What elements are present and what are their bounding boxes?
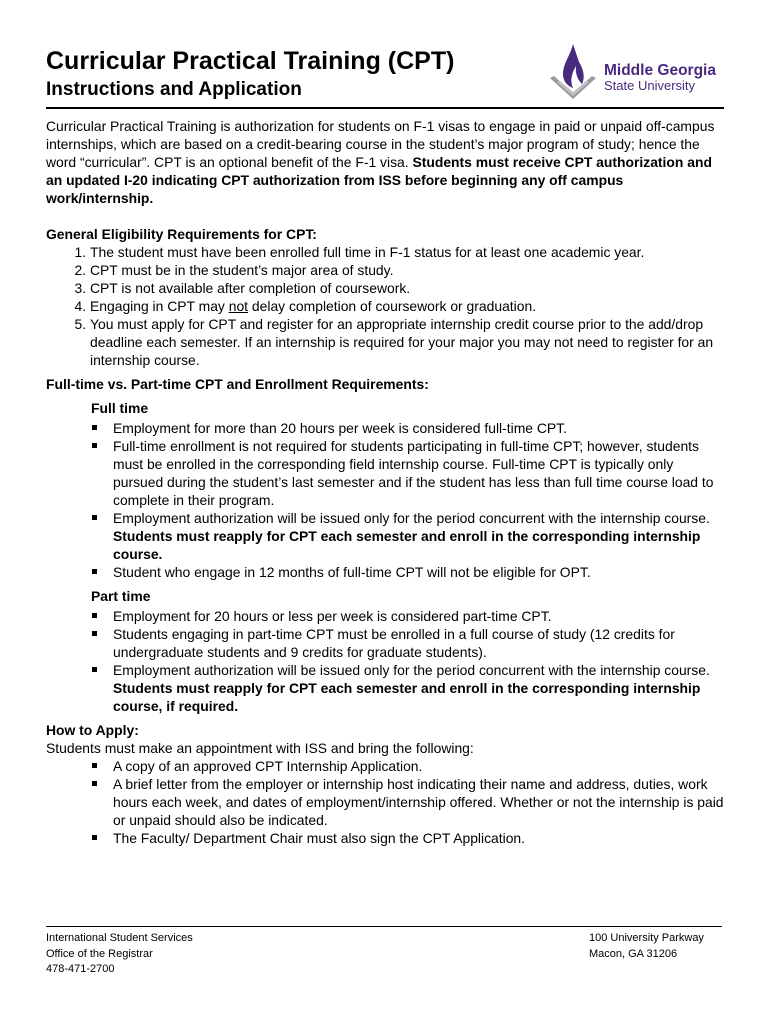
item-text: Students engaging in part-time CPT must be enrolled in a full course of study (12 credits for undergraduate students and 9 credits for graduate students). xyxy=(113,626,675,660)
eligibility-heading: General Eligibility Requirements for CPT: xyxy=(46,226,317,242)
footer-street: 100 University Parkway xyxy=(589,932,704,944)
list-item xyxy=(113,563,726,581)
item-text: Engaging in CPT may xyxy=(90,298,229,314)
eligibility-list xyxy=(46,243,726,369)
apply-heading: How to Apply: xyxy=(46,722,139,738)
list-item xyxy=(113,661,726,715)
item-underlined-text: not xyxy=(228,298,249,314)
university-logo-mark xyxy=(548,42,598,100)
bullet-icon xyxy=(92,515,97,520)
document-body xyxy=(46,117,726,847)
bullet-icon xyxy=(92,443,97,448)
footer-divider xyxy=(46,926,722,927)
list-item xyxy=(113,437,726,509)
bullet-icon xyxy=(92,631,97,636)
item-text: A brief letter from the employer or internship host indicating their name and address, duties, work hours each week, and dates of employment/internship offered. Whether or not the internship is paid or unpaid should also be indicated. xyxy=(113,776,724,828)
fulltime-heading: Full time xyxy=(91,400,149,416)
bullet-icon xyxy=(92,613,97,618)
list-item: 5. You must apply for CPT and register for an appropriate internship credit course prior to the add/drop deadline each semester. If an internship is required for your major you may not need to register for an internship course. xyxy=(90,315,726,369)
list-item xyxy=(113,775,726,829)
bullet-icon xyxy=(92,425,97,430)
parttime-heading: Part time xyxy=(91,588,151,604)
list-item xyxy=(113,607,726,625)
bullet-icon xyxy=(92,835,97,840)
list-item: 2. CPT must be in the student’s major area of study. xyxy=(90,261,726,279)
bullet-icon xyxy=(92,667,97,672)
parttime-list xyxy=(46,607,726,715)
list-item xyxy=(113,509,726,563)
list-item xyxy=(113,829,726,847)
item-text: A copy of an approved CPT Internship Application. xyxy=(113,758,423,774)
item-text: Employment authorization will be issued only for the period concurrent with the internship course. xyxy=(113,510,710,526)
footer-phone: 478-471-2700 xyxy=(46,963,115,975)
list-item xyxy=(113,757,726,775)
list-item: 3. CPT is not available after completion of coursework. xyxy=(90,279,726,297)
item-bold-text: Students must reapply for CPT each semester and enroll in the corresponding internship course, if required. xyxy=(113,680,701,714)
item-text: delay completion of coursework or graduation. xyxy=(248,298,537,314)
footer-contact xyxy=(46,931,193,978)
footer-city: Macon, GA 31206 xyxy=(589,947,678,960)
list-item xyxy=(113,419,726,437)
university-logo xyxy=(548,42,728,100)
intro-text: Curricular Practical Training is authorization for students on F-1 visas to engage in paid or unpaid off-campus internships, which are based on a credit-bearing course in the student’s major program of study; hence the word “curricular”. CPT is an optional benefit of the F-1 visa. xyxy=(46,118,715,170)
bullet-icon xyxy=(92,569,97,574)
enrollment-heading: Full-time vs. Part-time CPT and Enrollment Requirements: xyxy=(46,376,429,392)
list-item xyxy=(90,297,726,315)
page-title: Curricular Practical Training (CPT) xyxy=(46,47,455,75)
logo-name-text: Middle Georgia xyxy=(604,62,716,79)
list-item xyxy=(113,625,726,661)
bullet-icon xyxy=(92,781,97,786)
intro-paragraph xyxy=(46,117,726,207)
page-subtitle: Instructions and Application xyxy=(46,79,302,100)
intro-bold-text: Students must receive CPT authorization and an updated I-20 indicating CPT authorization from ISS before beginning any off campus work/internship. xyxy=(46,154,712,206)
logo-subtitle-text: State University xyxy=(604,78,696,93)
header-divider xyxy=(46,107,724,109)
footer-address xyxy=(589,931,704,962)
item-bold-text: Students must reapply for CPT each semester and enroll in the corresponding internship course. xyxy=(113,528,701,562)
item-text: Employment for 20 hours or less per week is considered part-time CPT. xyxy=(113,608,552,624)
item-text: Student who engage in 12 months of full-time CPT will not be eligible for OPT. xyxy=(113,564,591,580)
apply-list xyxy=(46,757,726,847)
item-text: Full-time enrollment is not required for students participating in full-time CPT; however, students must be enrolled in the corresponding field internship course. Full-time CPT is typically only pursued during the student’s last semester and if the student has less than full time course load to complete in their program. xyxy=(113,438,714,508)
list-item: 1. The student must have been enrolled full time in F-1 status for at least one academic year. xyxy=(90,243,726,261)
item-text: The Faculty/ Department Chair must also sign the CPT Application. xyxy=(113,830,526,846)
apply-lead: Students must make an appointment with ISS and bring the following: xyxy=(46,740,474,756)
bullet-icon xyxy=(92,763,97,768)
footer-department: Office of the Registrar xyxy=(46,947,153,960)
fulltime-list xyxy=(46,419,726,581)
item-text: Employment for more than 20 hours per week is considered full-time CPT. xyxy=(113,420,567,436)
item-text: Employment authorization will be issued only for the period concurrent with the internship course. xyxy=(113,662,710,678)
footer-office-name: International Student Services xyxy=(46,932,193,944)
